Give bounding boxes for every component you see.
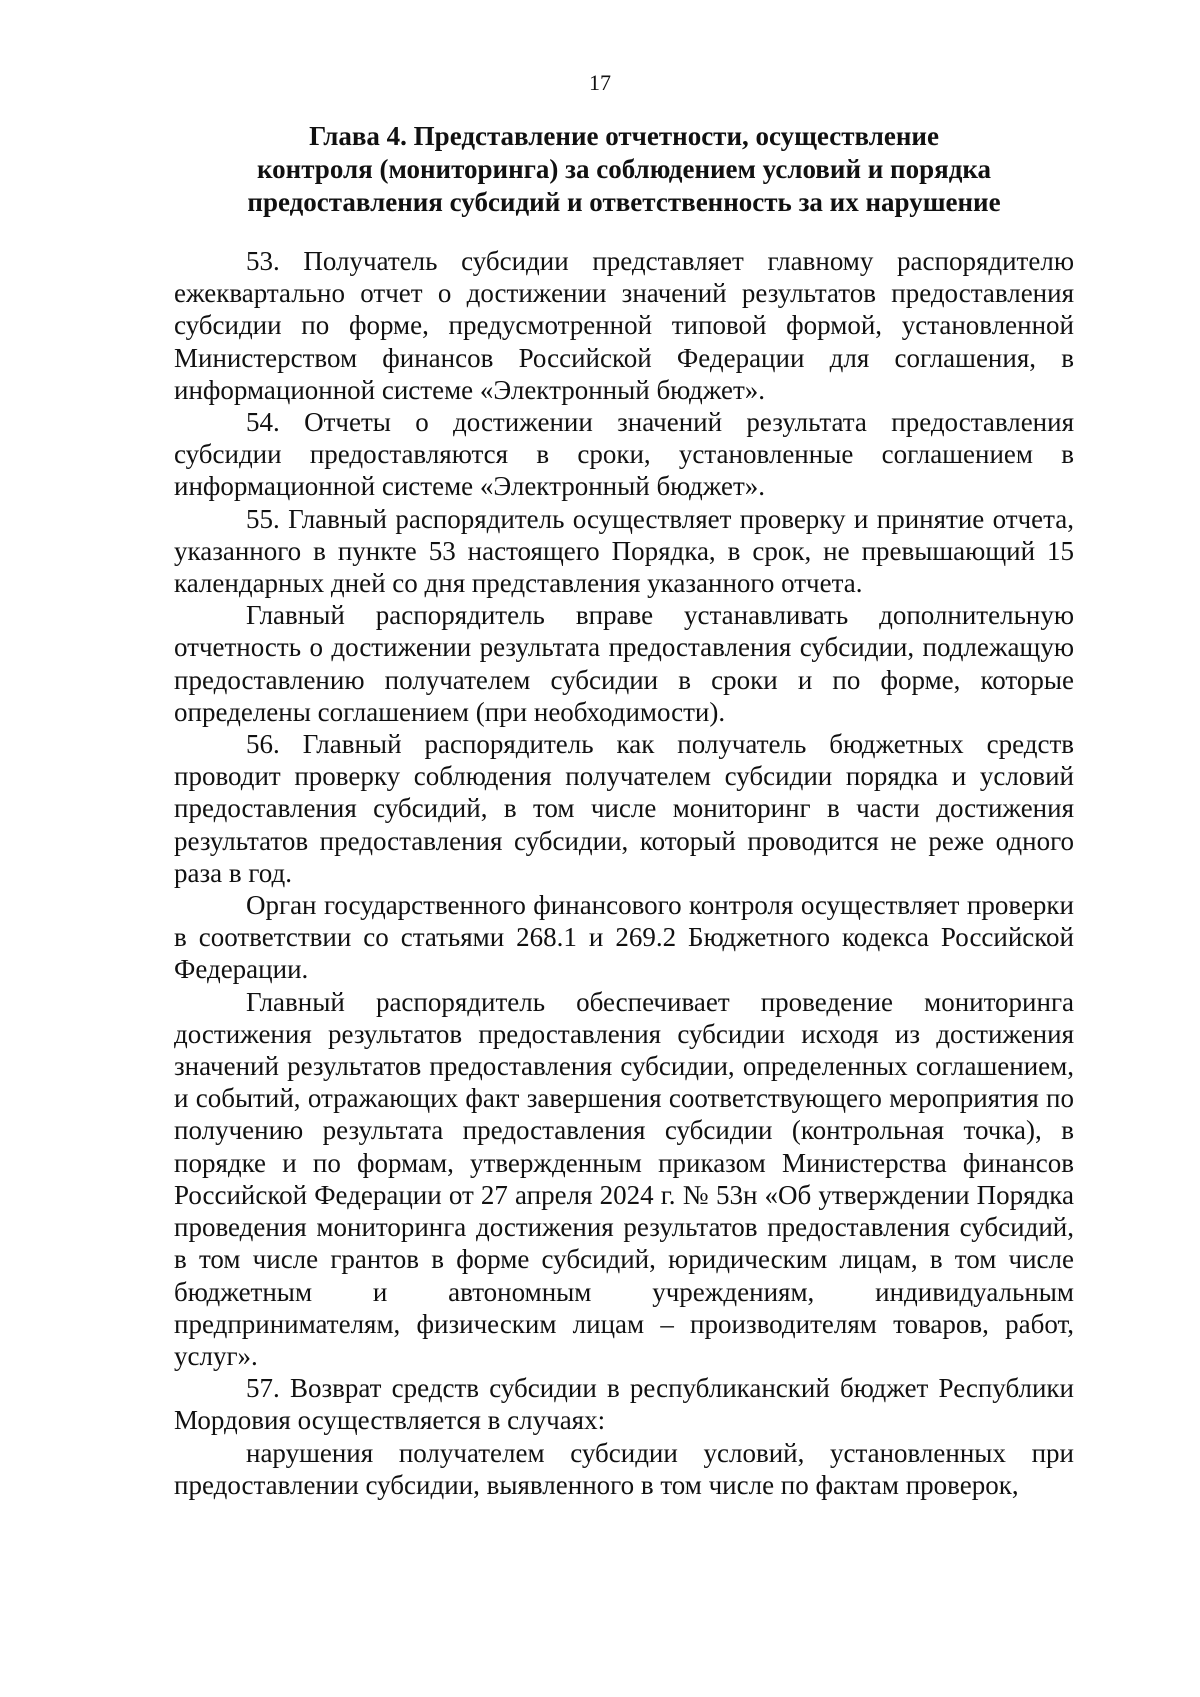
paragraph-56-financial-control: Орган государственного финансового контроля осуществляет проверки в соответствии со статьями 268.1 и 269.2 Бюджетного кодекса Российской Федерации. [174,890,1074,985]
paragraph-56: 56. Главный распорядитель как получатель бюджетных средств проводит проверку соблюдения получателем субсидии порядка и условий предоставления субсидий, в том числе мониторинг в части достижения результатов предоставления субсидии, который проводится не реже одного раза в год. [174,729,1074,888]
paragraph-57: 57. Возврат средств субсидии в республиканский бюджет Республики Мордовия осуществляется в случаях: [174,1373,1074,1436]
paragraph-53: 53. Получатель субсидии представляет главному распорядителю ежеквартально отчет о достижении значений результатов предоставления субсидии по форме, предусмотренной типовой формой, установленной Министерством финансов Российской Федерации для соглашения, в информационной системе «Электронный бюджет». [174,246,1074,405]
paragraph-55: 55. Главный распорядитель осуществляет проверку и принятие отчета, указанного в пункте 53 настоящего Порядка, в срок, не превышающий 15 календарных дней со дня представления указанного отчета. [174,503,1074,599]
chapter-title-line: предоставления субсидий и ответственность за их нарушение [247,187,1001,217]
paragraph-57-case-violation: нарушения получателем субсидии условий, установленных при предоставлении субсидии, выявленного в том числе по фактам проверок, [174,1437,1074,1500]
paragraph-55-additional-reporting: Главный распорядитель вправе устанавливать дополнительную отчетность о достижении результата предоставления субсидии, подлежащую предоставлению получателем субсидии в сроки и по форме, которые определены соглашением (при необходимости). [174,600,1074,727]
chapter-title-line: контроля (мониторинга) за соблюдением условий и порядка [256,154,992,184]
chapter-title-line: Глава 4. Представление отчетности, осуществление [309,121,939,151]
document-body [174,245,1074,1501]
page-number: 17 [589,70,611,95]
paragraph-56-monitoring: Главный распорядитель обеспечивает проведение мониторинга достижения результатов предоставления субсидии исходя из достижения значений результатов предоставления субсидии, определенных соглашением, и событий, отражающих факт завершения соответствующего мероприятия по получению результата предоставления субсидии (контрольная точка), в порядке и по формам, утвержденным приказом Министерства финансов Российской Федерации от 27 апреля 2024 г. № 53н «Об утверждении Порядка проведения мониторинга достижения результатов предоставления субсидий, в том числе грантов в форме субсидий, юридическим лицам, в том числе бюджетным и автономным учреждениям, индивидуальным предпринимателям, физическим лицам – производителям товаров, работ, услуг». [174,986,1074,1371]
chapter-title [174,120,1074,219]
paragraph-54: 54. Отчеты о достижении значений результата предоставления субсидии предоставляются в сроки, установленные соглашением в информационной системе «Электронный бюджет». [174,407,1074,502]
